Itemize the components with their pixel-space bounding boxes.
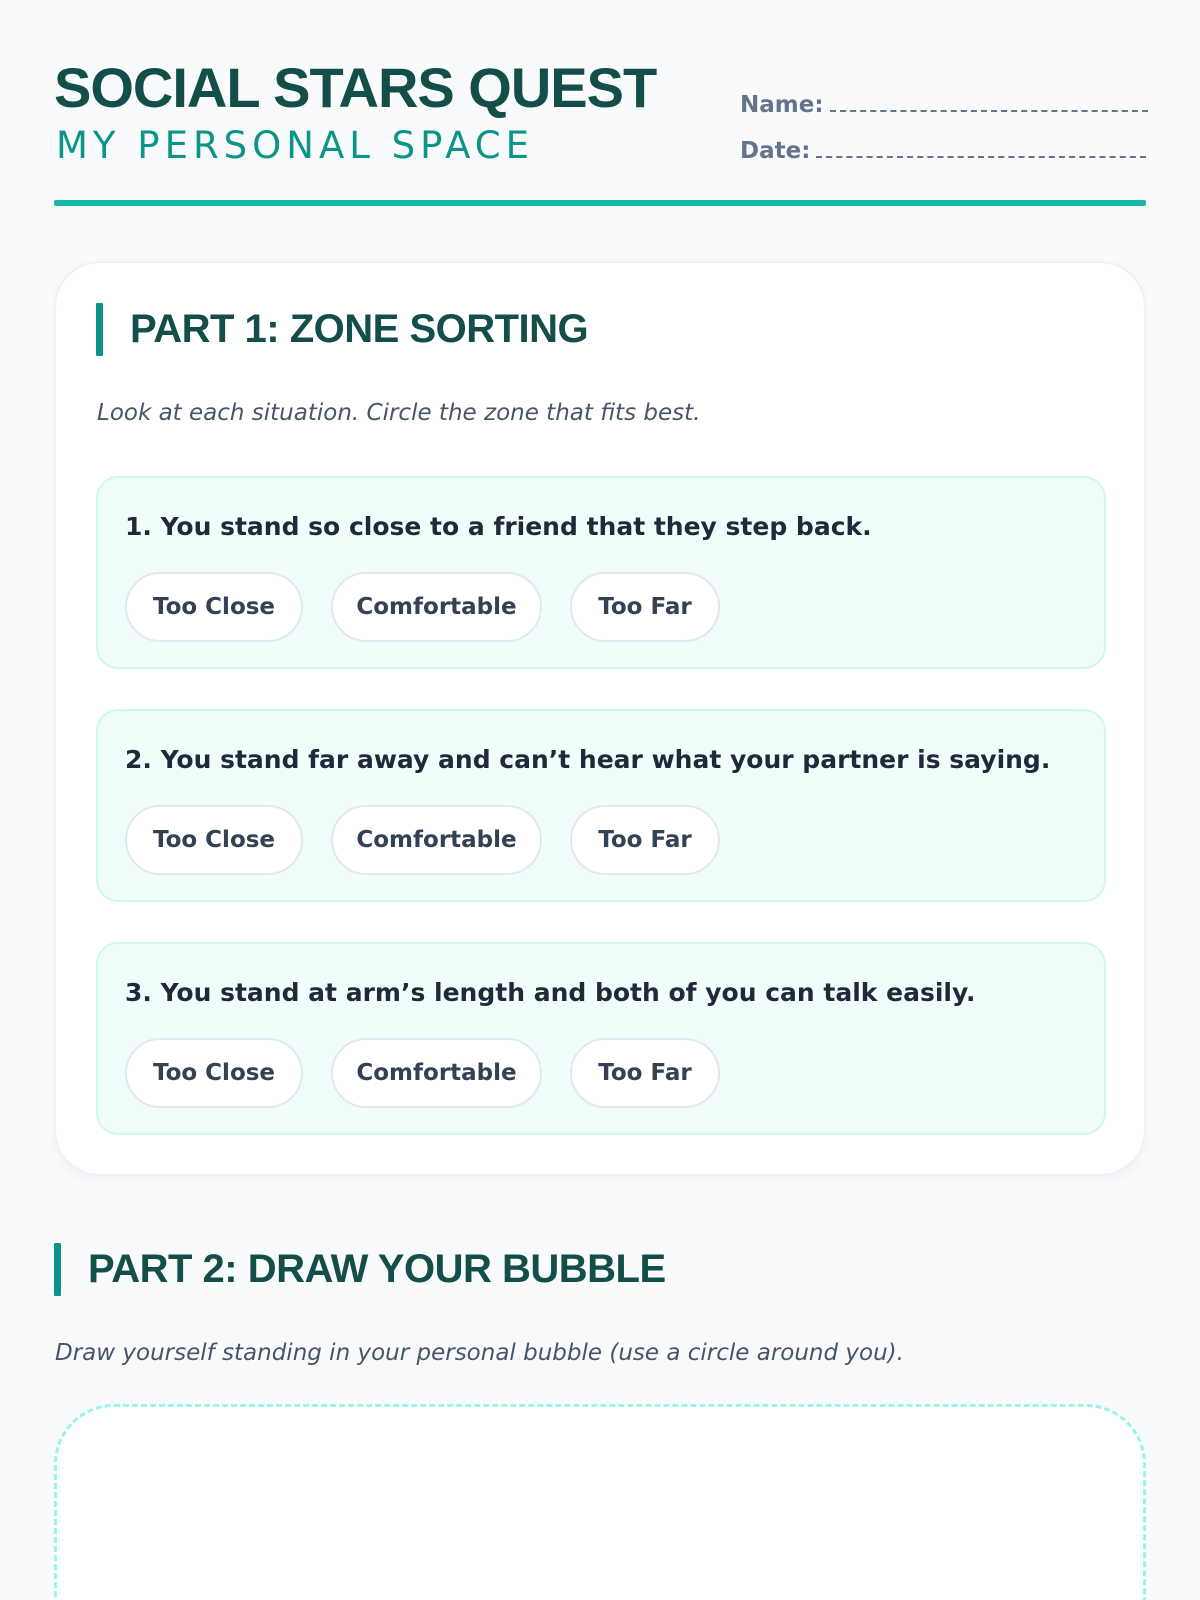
date-field[interactable] [740,138,1146,164]
part2-heading-label: PART 2: DRAW YOUR BUBBLE [88,1247,666,1291]
choice-too-close[interactable]: Too Close [125,572,303,642]
worksheet-header [54,0,1146,208]
choice-too-far[interactable]: Too Far [570,572,720,642]
name-label: Name: [740,92,824,118]
choice-comfortable[interactable]: Comfortable [331,805,542,875]
question-text: 2. You stand far away and can’t hear what your partner is saying. [125,745,1051,774]
name-field[interactable] [740,92,1148,118]
choice-group [125,805,720,875]
question-text: 3. You stand at arm’s length and both of you can talk easily. [125,978,976,1007]
part2-instruction: Draw yourself standing in your personal bubble (use a circle around you). [55,1340,904,1366]
part1-heading [96,303,588,356]
question-card [96,942,1106,1135]
choice-comfortable[interactable]: Comfortable [331,1038,542,1108]
question-text: 1. You stand so close to a friend that they step back. [125,512,872,541]
choice-too-close[interactable]: Too Close [125,1038,303,1108]
date-label: Date: [740,138,811,164]
part1-card [54,261,1146,1176]
heading-accent-bar [54,1243,61,1296]
part1-heading-label: PART 1: ZONE SORTING [130,307,589,351]
choice-group [125,1038,720,1108]
worksheet-subtitle: MY PERSONAL SPACE [56,124,534,167]
worksheet-title: SOCIAL STARS QUEST [54,56,657,119]
name-write-line[interactable] [830,94,1148,112]
choice-comfortable[interactable]: Comfortable [331,572,542,642]
question-card [96,476,1106,669]
choice-too-far[interactable]: Too Far [570,805,720,875]
question-card [96,709,1106,902]
choice-too-close[interactable]: Too Close [125,805,303,875]
part1-instruction: Look at each situation. Circle the zone that fits best. [97,400,701,426]
choice-group [125,572,720,642]
heading-accent-bar [96,303,103,356]
date-write-line[interactable] [816,140,1146,158]
drawing-area[interactable] [54,1404,1146,1600]
choice-too-far[interactable]: Too Far [570,1038,720,1108]
part2-heading [54,1243,666,1296]
header-divider [54,200,1146,206]
